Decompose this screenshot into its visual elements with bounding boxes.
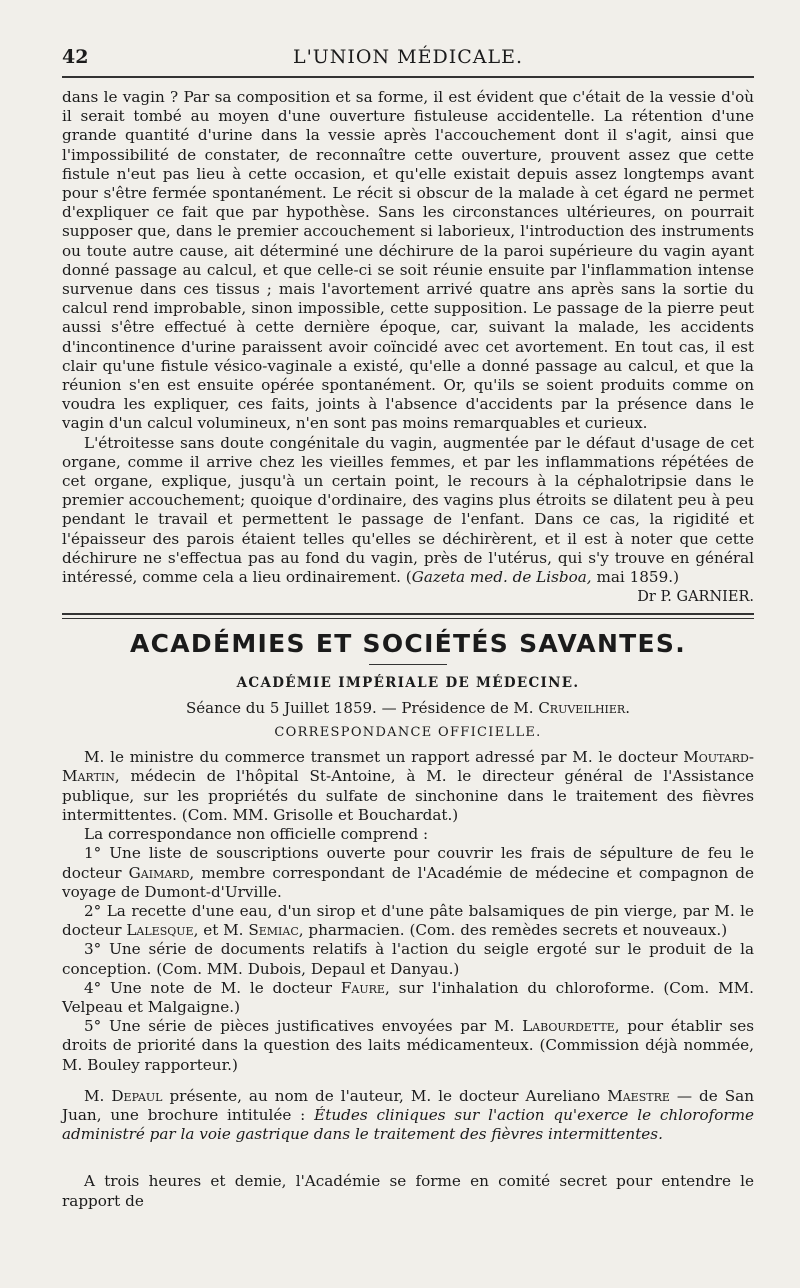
list-item-2 bbox=[62, 902, 754, 940]
depaul-author: Maestre bbox=[607, 1086, 670, 1105]
running-head bbox=[62, 36, 754, 76]
depaul-paragraph: M. Depaul présente, au nom de l'auteur, M. le docteur Aureliano Maestre — de San Juan, une brochure intitulée : Études cliniques sur l'action qu'exerce le chloroforme administré par la voie gastrique dans le traitement des fièvres intermittentes. bbox=[62, 1086, 754, 1144]
item4-text-a: 4° Une note de M. le docteur bbox=[84, 978, 341, 997]
item5-name: Labourdette bbox=[522, 1017, 615, 1036]
academy-heading: ACADÉMIE IMPÉRIALE DE MÉDECINE. bbox=[236, 675, 580, 692]
brochure-title: Études cliniques sur l'action qu'exerce le chloroforme administré par la voie gastrique dans le traitement des fièvres intermittentes. bbox=[62, 1105, 754, 1144]
item2-name-2: Semiac bbox=[248, 921, 299, 940]
journal-page bbox=[62, 36, 754, 1211]
item1-text-a: 1° Une liste de souscriptions ouverte pour couvrir les frais de sépulture de feu le docteur bbox=[62, 844, 754, 882]
item2-text-mid: , et M. bbox=[193, 921, 249, 940]
session-prefix: Séance du 5 Juillet 1859. — Présidence de M. bbox=[185, 699, 539, 718]
item1-name: Gaimard bbox=[128, 863, 190, 882]
header-rule bbox=[62, 76, 754, 78]
depaul-text-a: présente, au nom de l'auteur, M. le docteur Aureliano bbox=[162, 1086, 608, 1105]
item4-name: Faure bbox=[340, 978, 385, 997]
short-rule bbox=[369, 664, 447, 665]
official-text-2: , médecin de l'hôpital St-Antoine, à M. le directeur général de l'Assistance publique, sur les propriétés du sulfate de sinchonine dans le traitement des fièvres intermittentes. (Com. MM. Grisolle et Bouchardat.) bbox=[62, 767, 754, 824]
item2-name-1: Lalesque bbox=[126, 921, 194, 940]
item4-text-b: , sur l'inhalation du chloroforme. (Com. MM. Velpeau et Malgaigne.) bbox=[62, 978, 754, 1016]
president-name: Cruveilhier bbox=[538, 699, 626, 718]
list-item-5 bbox=[62, 1017, 754, 1075]
section-divider bbox=[62, 613, 754, 619]
item2-text-a: 2° La recette d'une eau, d'un sirop et d'une pâte balsamiques de pin vierge, par M. le docteur bbox=[62, 901, 754, 940]
journal-title: L'UNION MÉDICALE. bbox=[292, 46, 524, 68]
item2-text-b: , pharmacien. (Com. des remèdes secrets et nouveaux.) bbox=[298, 921, 728, 940]
depaul-name: Depaul bbox=[111, 1086, 163, 1105]
depaul-text-b: — de San Juan, une brochure intitulée : bbox=[62, 1086, 754, 1124]
article-paragraph-2 bbox=[62, 434, 754, 588]
spacer-large bbox=[62, 1144, 754, 1172]
official-text-1: M. le ministre du commerce transmet un rapport adressé par M. le docteur bbox=[84, 748, 684, 767]
article-paragraph-1: dans le vagin ? Par sa composition et sa forme, il est évident que c'était de la vessie d'où il serait tombé au moyen d'une ouverture fistuleuse accidentelle. La rétention d'une grande quantité d'urine dans la vessie après l'accouchement dont il s'agit, ainsi que l'impossibilité de constater, de reconnaître cette ouverture, prouvent assez que cette fistule n'eut pas lieu à cette occasion, et qu'elle existait depuis assez longtemps avant pour s'être fermée spontanément. Le récit si obscur de la malade à cet égard ne permet d'expliquer ce fait que par hypothèse. Sans les circonstances ultérieures, on pourrait supposer que, dans le premier accouchement si laborieux, l'introduction des instruments ou toute autre cause, ait déterminé une déchirure de la paroi supérieure du vagin ayant donné passage au calcul, et que celle-ci se soit réunie ensuite par l'inflammation intense survenue dans ces tissus ; mais l'avortement arrivé quatre ans après sans la sortie du calcul rend improbable, sinon impossible, cette supposition. Le passage de la pierre peut aussi s'être effectué à cette dernière époque, car, suivant la malade, les accidents d'incontinence d'urine paraissent avoir coïncidé avec cet avortement. En tout cas, il est clair qu'une fistule vésico-vaginale a existé, qu'elle a donné passage au calcul, et que la réunion s'en est ensuite opérée spontanément. Or, qu'ils se soient produits comme on voudra les expliquer, ces faits, joints à l'absence d'accidents par la présence dans le vagin d'un calcul volumineux, n'en sont pas moins remarquables et curieux. bbox=[62, 88, 754, 433]
session-suffix: . bbox=[625, 699, 630, 718]
official-name: Moutard-Martin bbox=[62, 748, 754, 786]
list-item-4 bbox=[62, 979, 754, 1017]
item5-text-a: 5° Une série de pièces justificatives envoyées par M. bbox=[84, 1017, 523, 1036]
closing-paragraph: A trois heures et demie, l'Académie se forme en comité secret pour entendre le rapport de bbox=[62, 1172, 754, 1210]
nonofficial-intro: La correspondance non officielle comprend : bbox=[84, 825, 429, 844]
spacer bbox=[62, 1075, 754, 1087]
citation-date: mai 1859.) bbox=[591, 568, 680, 587]
citation: Gazeta med. de Lisboa, bbox=[411, 568, 592, 587]
session-line bbox=[62, 699, 754, 717]
official-correspondence bbox=[62, 748, 754, 825]
article-paragraph-2-text: L'étroitesse sans doute congénitale du vagin, augmentée par le défaut d'usage de cet organe, comme il arrive chez les vieilles femmes, et par les inflammations répétées de cet organe, explique, jusqu'à un certain point, le recours à la céphalotripsie dans le premier accouchement; quoique d'ordinaire, des vagins plus étroits se dilatent peu à peu pendant le travail et permettent le passage de l'enfant. Dans ce cas, la rigidité et l'épaisseur des parois étaient telles qu'elles se déchirèrent, et il est à noter que cette déchirure ne s'effectua pas au fond du vagin, près de l'utérus, qui s'y trouve en général intéressé, comme cela a lieu ordinairement. ( bbox=[62, 433, 754, 587]
list-item-1 bbox=[62, 844, 754, 902]
official-correspondence-heading: CORRESPONDANCE OFFICIELLE. bbox=[274, 725, 542, 741]
article-signature: Dr P. GARNIER. bbox=[637, 589, 754, 606]
item5-text-b: , pour établir ses droits de priorité dans la question des laits médicamenteux. (Commission déjà nommée, M. Bouley rapporteur.) bbox=[62, 1017, 754, 1074]
list-item-3: 3° Une série de documents relatifs à l'action du seigle ergoté sur le produit de la conception. (Com. MM. Dubois, Depaul et Danyau.) bbox=[62, 940, 754, 978]
page-number: 42 bbox=[62, 46, 89, 68]
section-title: ACADÉMIES ET SOCIÉTÉS SAVANTES. bbox=[129, 629, 686, 659]
item1-text-b: , membre correspondant de l'Académie de médecine et compagnon de voyage de Dumont-d'Urville. bbox=[62, 863, 754, 901]
